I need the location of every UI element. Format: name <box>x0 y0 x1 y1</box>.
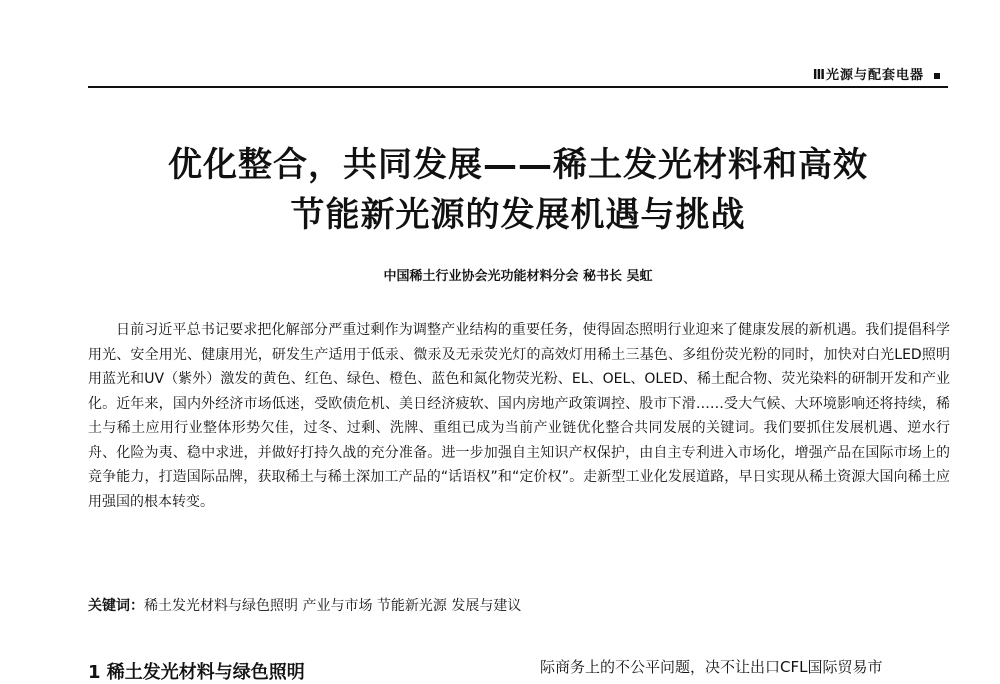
section-tag-label: Ⅲ光源与配套电器 <box>812 68 924 83</box>
title-line-2: 节能新光源的发展机遇与挑战 <box>290 195 746 235</box>
keywords-label: 关键词： <box>88 598 144 614</box>
keywords-line <box>88 595 948 615</box>
keywords-text: 稀土发光材料与绿色照明 产业与市场 节能新光源 发展与建议 <box>144 598 522 614</box>
section-tag <box>813 64 940 83</box>
running-header <box>88 56 948 88</box>
section-heading: 1 稀土发光材料与绿色照明 <box>88 662 305 683</box>
author-line: 中国稀土行业协会光功能材料分会 秘书长 吴虹 <box>383 269 653 284</box>
square-bullet-icon <box>934 73 940 79</box>
title-line-1: 优化整合，共同发展——稀土发光材料和高效 <box>168 145 868 185</box>
abstract-paragraph: 日前习近平总书记要求把化解部分严重过剩作为调整产业结构的重要任务，使得固态照明行业迎来了健康发展的新机遇。我们提倡科学用光、安全用光、健康用光，研发生产适用于低汞、微汞及无汞荧光灯的高效灯用稀土三基色、多组份荧光粉的同时，加快对白光LED照明用蓝光和UV（紫外）激发的黄色、红色、绿色、橙色、蓝色和氮化物荧光粉、EL、OEL、OLED、稀土配合物、荧光染料的研制开发和产业化。近年来，国内外经济市场低迷，受欧债危机、美日经济疲软、国内房地产政策调控、股市下滑……受大气候、大环境影响还将持续，稀土与稀土应用行业整体形势欠佳，过冬、过剩、洗牌、重组已成为当前产业链优化整合共同发展的关键词。我们要抓住发展机遇、逆水行舟、化险为夷、稳中求进，并做好打持久战的充分准备。进一步加强自主知识产权保护，由自主专利进入市场化，增强产品在国际市场上的竞争能力，打造国际品牌，获取稀土与稀土深加工产品的“话语权”和“定价权”。走新型工业化发展道路，早日实现从稀土资源大国向稀土应用强国的根本转变。 <box>88 322 950 510</box>
article-title <box>88 140 948 240</box>
right-column-text: 际商务上的不公平问题，决不让出口CFL国际贸易市 <box>540 658 883 676</box>
